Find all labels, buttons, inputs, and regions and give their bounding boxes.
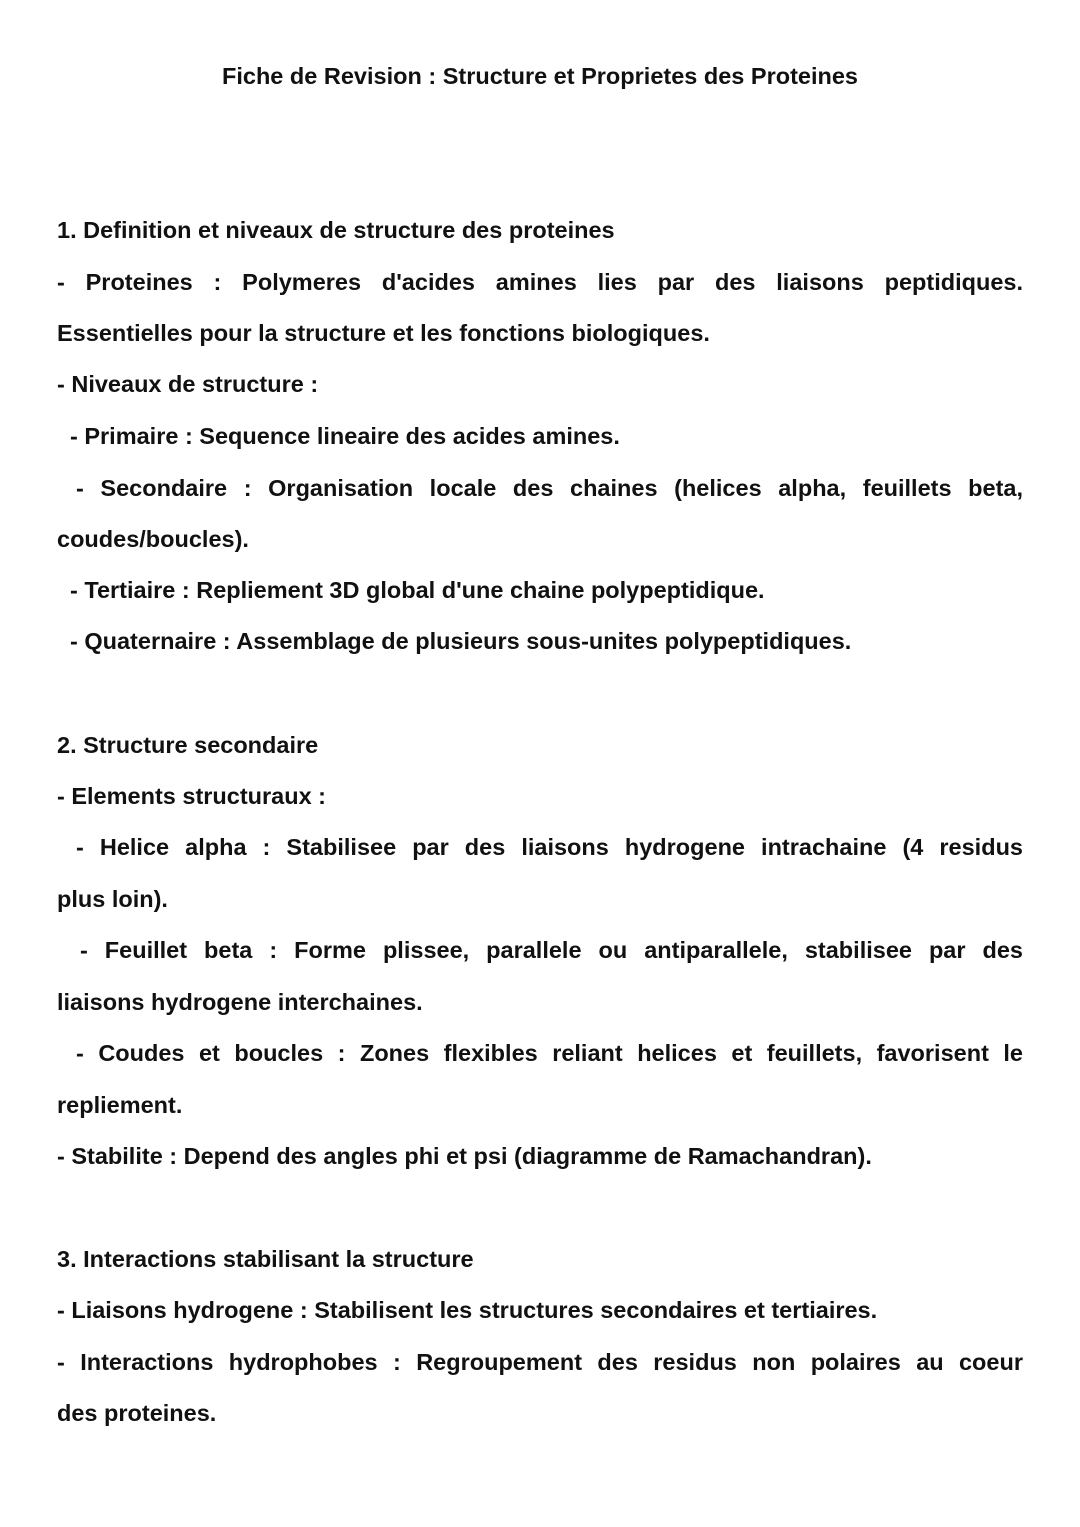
paragraph-line: - Proteines : Polymeres d'acides amines lies par des liaisons peptidiques. (57, 269, 1023, 295)
paragraph-line: plus loin). (57, 886, 168, 912)
paragraph-line: liaisons hydrogene interchaines. (57, 989, 423, 1015)
paragraph-line: des proteines. (57, 1400, 217, 1426)
list-item: - Elements structuraux : (57, 783, 327, 809)
document-title: Fiche de Revision : Structure et Proprietes des Proteines (222, 63, 858, 89)
sub-list-item: - Primaire : Sequence lineaire des acides amines. (70, 423, 620, 449)
paragraph-line: repliement. (57, 1092, 183, 1118)
section-heading: 1. Definition et niveaux de structure des proteines (57, 217, 615, 243)
sub-list-item: - Feuillet beta : Forme plissee, parallele ou antiparallele, stabilisee par des (80, 937, 1023, 963)
paragraph-line: coudes/boucles). (57, 526, 249, 552)
sub-list-item: - Helice alpha : Stabilisee par des liaisons hydrogene intrachaine (4 residus (76, 834, 1023, 860)
sub-list-item: - Coudes et boucles : Zones flexibles reliant helices et feuillets, favorisent le (76, 1040, 1023, 1066)
list-item: - Interactions hydrophobes : Regroupement des residus non polaires au coeur (57, 1349, 1023, 1375)
sub-list-item: - Quaternaire : Assemblage de plusieurs sous-unites polypeptidiques. (70, 628, 852, 654)
list-item: - Liaisons hydrogene : Stabilisent les structures secondaires et tertiaires. (57, 1297, 878, 1323)
sub-list-item: - Secondaire : Organisation locale des chaines (helices alpha, feuillets beta, (76, 475, 1023, 501)
paragraph-line: Essentielles pour la structure et les fonctions biologiques. (57, 320, 710, 346)
section-heading: 2. Structure secondaire (57, 732, 319, 758)
list-item: - Niveaux de structure : (57, 371, 319, 397)
section-heading: 3. Interactions stabilisant la structure (57, 1246, 474, 1272)
list-item: - Stabilite : Depend des angles phi et psi (diagramme de Ramachandran). (57, 1143, 872, 1169)
sub-list-item: - Tertiaire : Repliement 3D global d'une chaine polypeptidique. (70, 577, 765, 603)
